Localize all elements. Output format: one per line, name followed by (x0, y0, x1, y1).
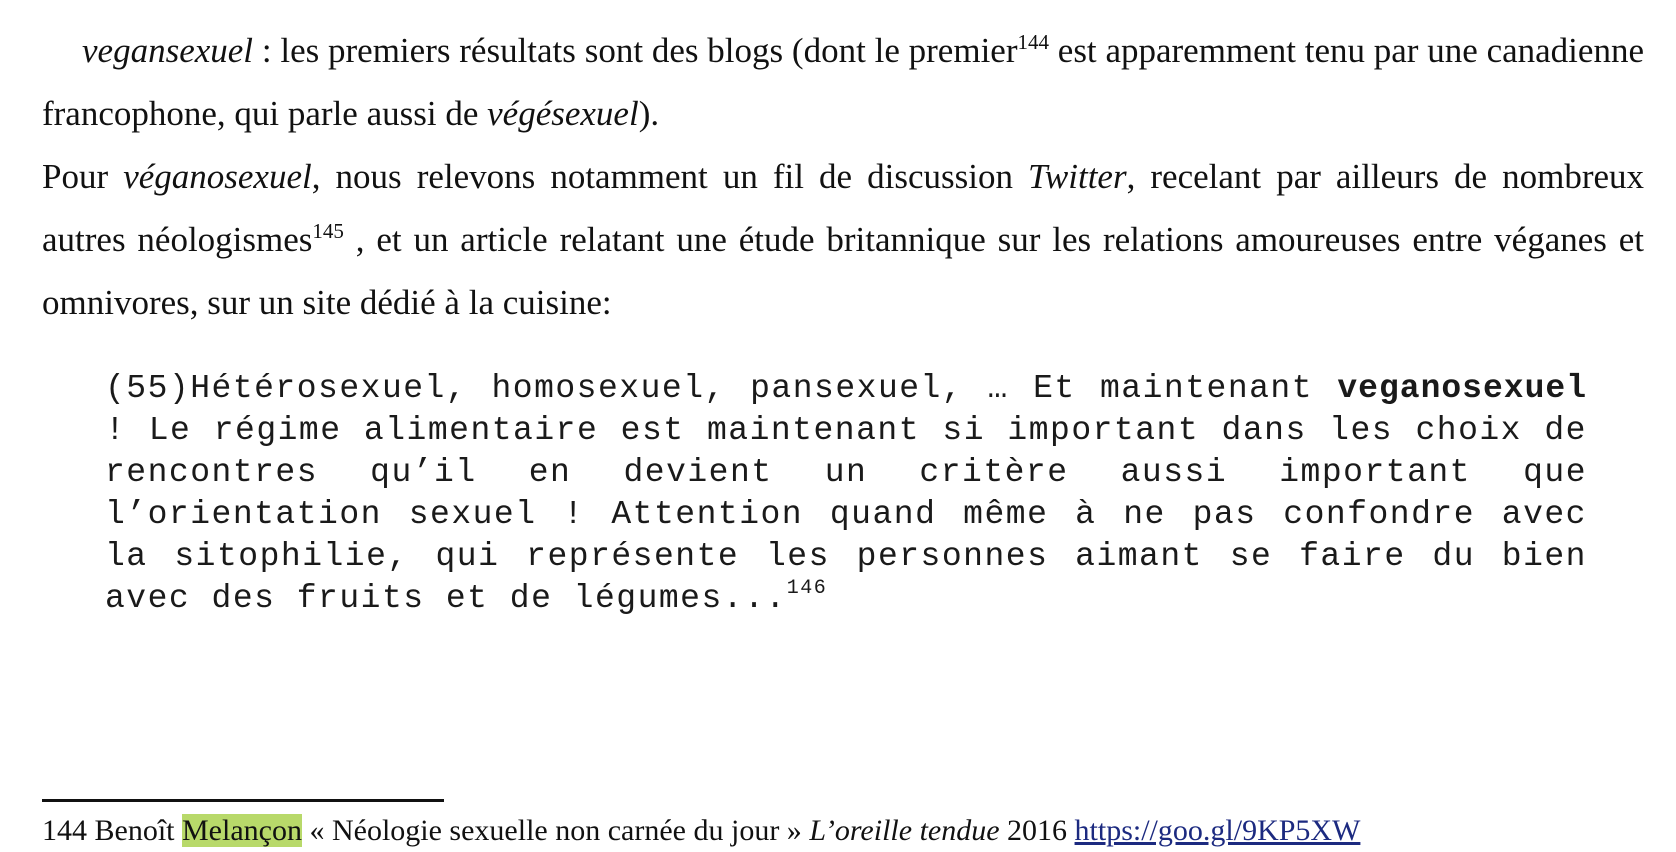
paragraph-text: , recelant par ailleurs de nombreux autres néologismes (42, 157, 1645, 259)
example-quote (105, 368, 1587, 620)
paragraph-text: : les premiers résultats sont des blogs (dont le premier (253, 31, 1018, 70)
paragraph-text: est apparemment tenu par une canadienne francophone, qui parle aussi de (42, 31, 1644, 133)
paragraph-text: , et un article relatant une étude britannique sur les relations amoureuses entre véganes et omnivores, sur un site dédié à la cuisine: (42, 220, 1644, 322)
paragraph-veganosexuel (42, 145, 1644, 334)
footnote-separator (42, 799, 444, 802)
footnote-text: Benoît (87, 814, 182, 847)
highlighted-author-name: Melançon (182, 814, 302, 847)
footnote-title: « Néologie sexuelle non carnée du jour » (301, 814, 810, 847)
footnote-ref-145[interactable]: 145 (312, 219, 344, 243)
paragraph-text: , nous relevons notamment un fil de discussion (311, 157, 1029, 196)
term-vegansexuel: vegansexuel (82, 31, 254, 70)
footnote-publication: L’oreille tendue (809, 814, 1000, 847)
quote-text: ! Le régime alimentaire est maintenant si important dans les choix de rencontres qu’il en devient un critère aussi important que l’orientation sexuel ! Attention quand même à ne pas confondre avec la sitophilie, qui représente les personnes aimant se faire du bien avec des fruits et de légumes... (105, 412, 1587, 617)
paragraph-text: Pour (42, 157, 124, 196)
footnote-ref-146[interactable]: 146 (786, 577, 828, 600)
example-number: (55) (105, 370, 191, 407)
term-veganosexuel-bold: veganosexuel (1337, 370, 1587, 407)
paragraph-text: ). (638, 94, 660, 133)
paragraph-vegansexuel (42, 19, 1644, 145)
footnote-144 (42, 812, 1642, 850)
footnote-number: 144 (42, 814, 87, 847)
footnote-year: 2016 (999, 814, 1075, 847)
source-twitter: Twitter (1028, 157, 1127, 196)
footnote-ref-144[interactable]: 144 (1017, 30, 1049, 54)
term-vegesexuel: végésexuel (487, 94, 639, 133)
quote-text: Hétérosexuel, homosexuel, pansexuel, … Et maintenant (190, 370, 1338, 407)
footnote-link[interactable]: https://goo.gl/9KP5XW (1074, 814, 1361, 847)
term-veganosexuel: véganosexuel (123, 157, 312, 196)
